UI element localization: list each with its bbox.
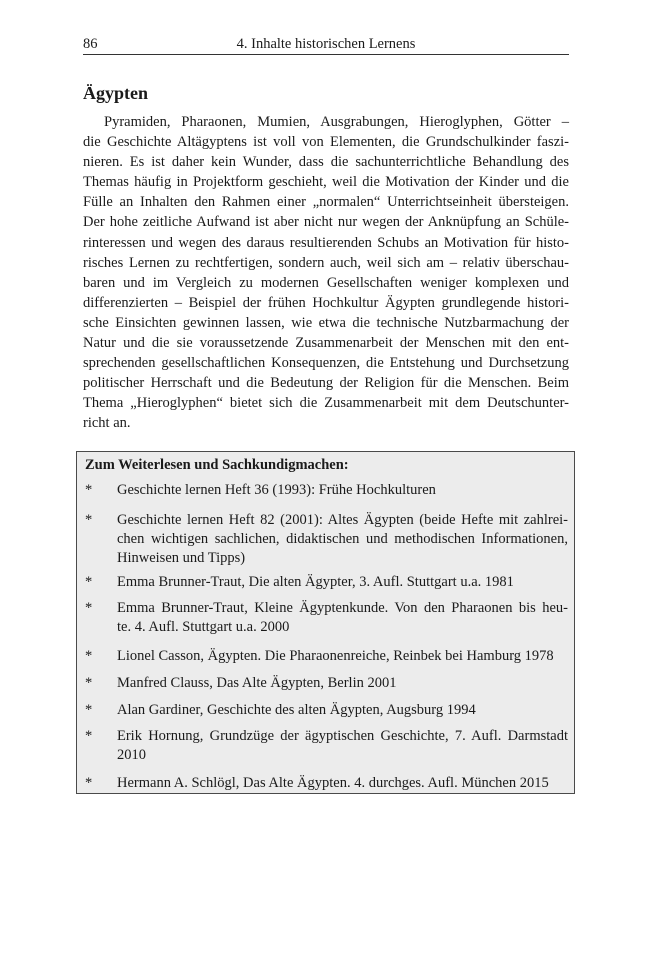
reference-line: Hermann A. Schlögl, Das Alte Ägypten. 4. durchges. Aufl. München 2015 (117, 775, 549, 791)
paragraph-line: baren und im Vergleich zu modernen Gesellschaften weniger komplexen und (83, 274, 569, 291)
bullet-marker: * (85, 482, 93, 498)
reference-text (117, 701, 568, 720)
paragraph-line: sprechenden gesellschaftlichen Konsequenzen, die Entstehung und Durchsetzung (83, 355, 569, 372)
paragraph-line: sche Einsichten gewinnen lassen, wie etwa die technische Nutzbarmachung der (83, 314, 569, 331)
paragraph-line: die Geschichte Altägyptens ist voll von Elementen, die Grundschulkinder faszi- (83, 134, 569, 151)
reference-line: Geschichte lernen Heft 36 (1993): Frühe Hochkulturen (117, 482, 436, 498)
paragraph-line: Thema „Hieroglyphen“ bietet sich die Zusammenarbeit mit dem Deutschunter- (83, 395, 569, 412)
reference-line: Erik Hornung, Grundzüge der ägyptischen Geschichte, 7. Aufl. Darmstadt (117, 728, 568, 744)
body-paragraph (83, 112, 569, 434)
paragraph-line: Natur und die sie voraussetzende Zusammenarbeit der Menschen mit den ent- (83, 335, 569, 352)
bullet-marker: * (85, 728, 93, 744)
box-title: Zum Weiterlesen und Sachkundigmachen: (85, 457, 349, 473)
bullet-marker: * (85, 600, 93, 616)
reference-line: Hinweisen und Tipps) (117, 550, 246, 566)
running-title: 4. Inhalte historischen Lernens (236, 36, 416, 52)
reference-text (117, 481, 568, 500)
paragraph-line: Der hohe zeitliche Aufwand ist aber nicht nur wegen der Anknüpfung an Schüle- (83, 214, 569, 231)
reference-line: Manfred Clauss, Das Alte Ägypten, Berlin 2001 (117, 675, 397, 691)
reference-text (117, 727, 568, 765)
reference-line: Lionel Casson, Ägypten. Die Pharaonenreiche, Reinbek bei Hamburg 1978 (117, 648, 554, 664)
reference-text (117, 599, 568, 637)
reference-line: chen wichtigen sachlichen, didaktischen und methodischen Informationen, (117, 531, 568, 547)
paragraph-line: Fülle an Inhalten den Rahmen einer „normalen“ Unterrichtseinheit übersteigen. (83, 194, 569, 211)
bullet-marker: * (85, 702, 93, 718)
paragraph-line: rinteressen und wegen des daraus resultierenden Schubs an Motivation für histo- (83, 234, 569, 251)
paragraph-line: risches Lernen zu rechtfertigen, sondern auch, weil sich am – relativ überschau- (83, 254, 569, 271)
bullet-marker: * (85, 648, 93, 664)
reference-text (117, 774, 568, 793)
page-header (83, 34, 569, 55)
paragraph-line: nieren. Es ist daher kein Wunder, dass die sachunterrichtliche Behandlung des (83, 154, 569, 171)
bullet-marker: * (85, 512, 93, 528)
paragraph-line: differenzierten – Beispiel der frühen Hochkultur Ägypten grundlegende histori- (83, 294, 569, 311)
reference-line: Emma Brunner-Traut, Kleine Ägyptenkunde. Von den Pharaonen bis heu- (117, 600, 568, 616)
bullet-marker: * (85, 675, 93, 691)
reference-text (117, 647, 568, 666)
section-heading: Ägypten (83, 83, 149, 103)
reference-line: Geschichte lernen Heft 82 (2001): Altes Ägypten (beide Hefte mit zahlrei- (117, 512, 568, 528)
page-number: 86 (83, 36, 98, 52)
reference-line: te. 4. Aufl. Stuttgart u.a. 2000 (117, 619, 290, 635)
further-reading-box (76, 451, 575, 794)
reference-text (117, 573, 568, 592)
bullet-marker: * (85, 574, 93, 590)
reference-text (117, 511, 568, 568)
paragraph-line: politischer Herrschaft und die Bedeutung der Religion für die Menschen. Beim (83, 375, 569, 392)
paragraph-line: richt an. (83, 415, 131, 432)
reference-line: Emma Brunner-Traut, Die alten Ägypter, 3. Aufl. Stuttgart u.a. 1981 (117, 574, 514, 590)
reference-line: 2010 (117, 747, 146, 763)
reference-text (117, 674, 568, 693)
reference-line: Alan Gardiner, Geschichte des alten Ägypten, Augsburg 1994 (117, 702, 476, 718)
paragraph-line: Pyramiden, Pharaonen, Mumien, Ausgrabungen, Hieroglyphen, Götter – (104, 114, 569, 130)
paragraph-line: Themas häufig in Projektform geschieht, weil die Motivation der Kinder und die (83, 174, 569, 191)
bullet-marker: * (85, 775, 93, 791)
